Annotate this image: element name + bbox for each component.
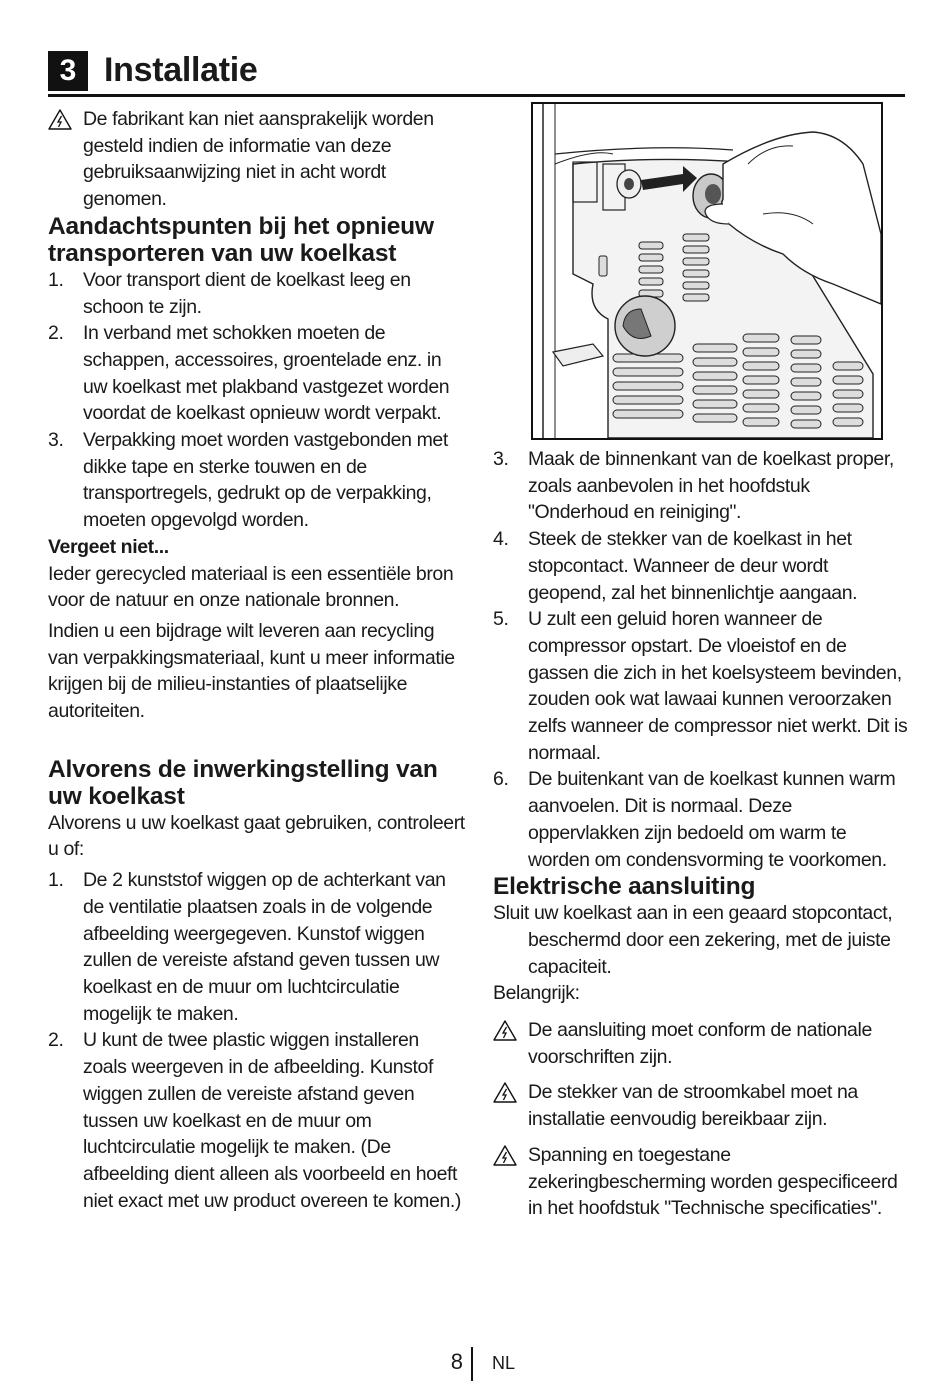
intro-warning [48, 106, 466, 213]
chapter-title: Installatie [104, 51, 258, 89]
fridge-back-illustration [533, 104, 881, 438]
list-item: 2. In verband met schokken moeten de schappen, accessoires, groentelade enz. in uw koelkast met plakband vastgezet worden voordat de koelkast opnieuw wordt verpakt. [48, 322, 450, 425]
remember-title: Vergeet niet... [48, 535, 169, 558]
left-column [48, 106, 466, 1214]
list-item: 6. De buitenkant van de koelkast kunnen warm aanvoelen. Dit is normaal. Deze oppervlakken zijn bedoeld om warm te worden om condensvorming te voorkomen. [493, 768, 896, 871]
list-item: 5. U zult een geluid horen wanneer de compressor opstart. De vloeistof en de gassen die zich in het koelsysteem bevinden, zouden ook wat lawaai kunnen veroorzaken zelfs wanneer de compressor niet werkt. Dit is normaal. [493, 608, 908, 764]
remember-paragraph-1: Ieder gerecycled materiaal is een essentiële bron voor de natuur en onze nationale bronnen. [48, 562, 454, 612]
chapter-header [48, 48, 905, 97]
page-footer [0, 1347, 950, 1383]
important-label: Belangrijk: [493, 982, 580, 1005]
list-item: 1. Voor transport dient de koelkast leeg en schoon te zijn. [48, 268, 411, 318]
electrical-heading: Elektrische aansluiting [493, 873, 756, 901]
transport-heading: Aandachtspunten bij het opnieuw transporteren van uw koelkast [48, 212, 434, 267]
list-item: 4. Steek de stekker van de koelkast in het stopcontact. Wanneer de deur wordt geopend, zal het binnenlichtje aangaan. [493, 528, 858, 604]
page-number: 8 [450, 1349, 463, 1374]
electrical-intro: Sluit uw koelkast aan in een geaard stopcontact, beschermd door een zekering, met de juiste capaciteit. [493, 902, 893, 978]
warning-triangle-icon [493, 1082, 517, 1103]
warning-triangle-icon [493, 1020, 517, 1041]
electrical-warning: De stekker van de stroomkabel moet na installatie eenvoudig bereikbaar zijn. [493, 1079, 908, 1132]
transport-list [48, 267, 466, 534]
list-item: 3. Verpakking moet worden vastgebonden met dikke tape en sterke touwen en de transportregels, gedrukt op de verpakking, moeten opgevolgd worden. [48, 429, 448, 532]
warning-triangle-icon [48, 109, 72, 130]
before-use-heading: Alvorens de inwerkingstelling van uw koelkast [48, 755, 438, 810]
electrical-warning: De aansluiting moet conform de nationale voorschriften zijn. [493, 1017, 908, 1070]
warning-triangle-icon [493, 1145, 517, 1166]
wedge-installation-illustration [531, 102, 883, 440]
right-column [493, 446, 908, 1222]
before-use-list-left [48, 867, 466, 1214]
remember-paragraph-2: Indien u een bijdrage wilt leveren aan recycling van verpakkingsmateriaal, kunt u meer informatie krijgen bij de milieu-instanties of plaatselijke autoriteiten. [48, 619, 455, 723]
list-item: 3. Maak de binnenkant van de koelkast proper, zoals aanbevolen in het hoofdstuk "Onderhoud en reiniging". [493, 448, 894, 524]
chapter-number: 3 [48, 51, 88, 91]
list-item: 1. De 2 kunststof wiggen op de achterkant van de ventilatie plaatsen zoals in de volgende afbeelding weergegeven. Kunstof wiggen zullen de vereiste afstand geven tussen uw koelkast en de muur om luchtcirculatie mogelijk te maken. [48, 869, 446, 1025]
before-use-list-right [493, 446, 908, 873]
footer-divider [471, 1347, 473, 1381]
list-item: 2. U kunt de twee plastic wiggen installeren zoals weergeven in de afbeelding. Kunstof wiggen zullen de vereiste afstand geven tussen uw koelkast en de muur om luchtcirculatie mogelijk te maken. (De afbeelding dient alleen als voorbeeld en hoeft niet exact met uw product overeen te komen.) [48, 1029, 462, 1212]
language-code: NL [492, 1353, 516, 1373]
intro-warning-text: De fabrikant kan niet aansprakelijk worden gesteld indien de informatie van deze gebruiksaanwijzing niet in acht wordt genomen. [83, 108, 434, 211]
before-use-intro: Alvorens u uw koelkast gaat gebruiken, controleert u of: [48, 811, 465, 861]
electrical-warning: Spanning en toegestane zekeringbescherming worden gespecificeerd in het hoofdstuk "Technische specificaties". [493, 1142, 908, 1222]
